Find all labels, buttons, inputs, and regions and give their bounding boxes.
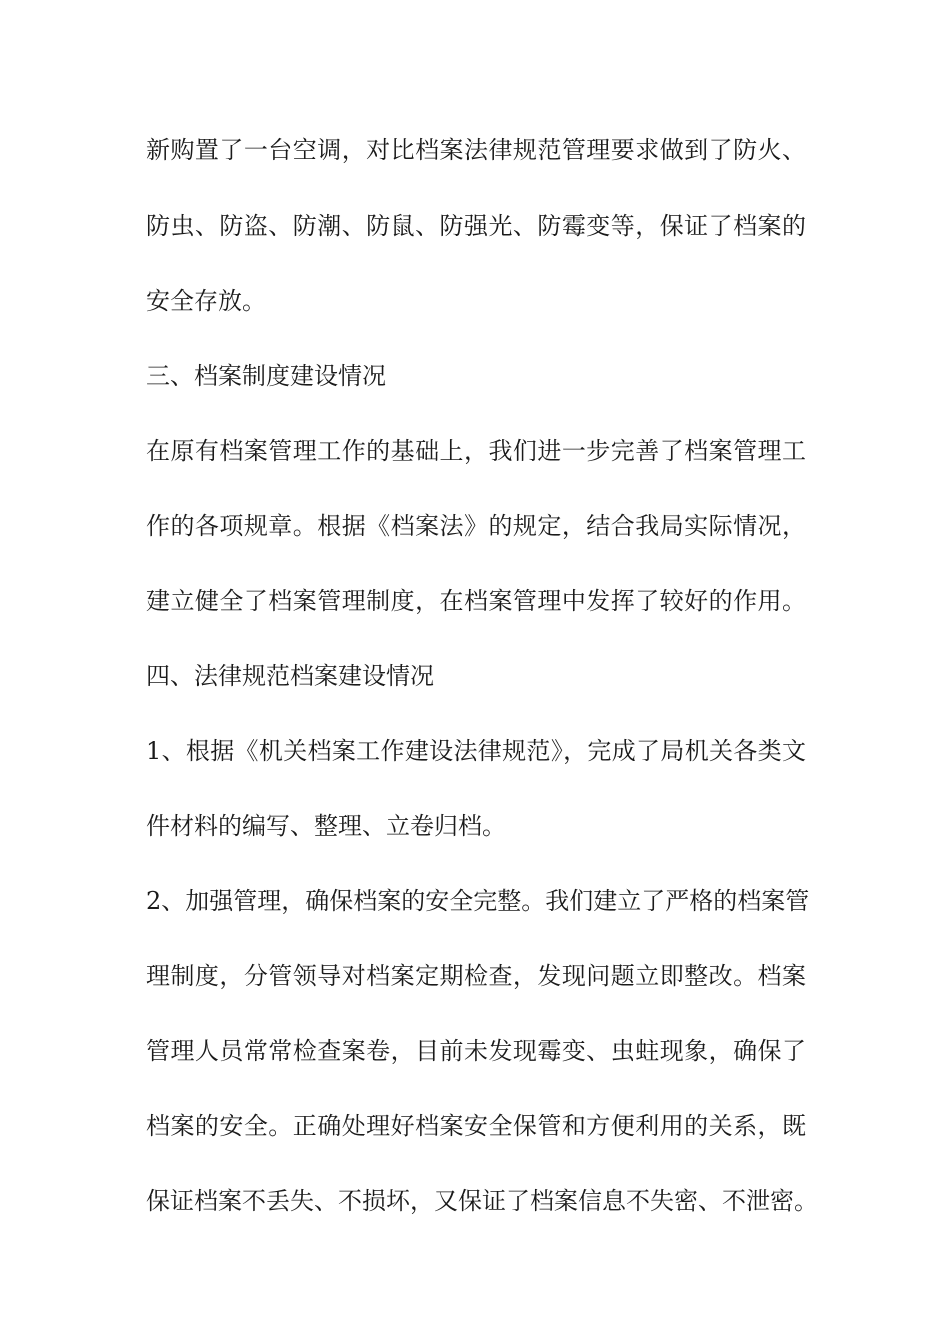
paragraph-line: 管理人员常常检查案卷，目前未发现霉变、虫蛀现象，确保了 [146,1037,806,1065]
section-heading: 四、法律规范档案建设情况 [146,662,434,690]
paragraph-line: 保证档案不丢失、不损坏，又保证了档案信息不失密、不泄密。 [146,1187,818,1215]
paragraph-line: 理制度，分管领导对档案定期检查，发现问题立即整改。档案 [146,962,806,990]
section-heading: 三、档案制度建设情况 [146,362,386,390]
paragraph-line: 新购置了一台空调，对比档案法律规范管理要求做到了防火、 [146,136,806,164]
paragraph-line: 档案的安全。正确处理好档案安全保管和方便利用的关系，既 [146,1112,806,1140]
paragraph-line: 防虫、防盗、防潮、防鼠、防强光、防霉变等，保证了档案的 [146,212,806,240]
paragraph-line: 在原有档案管理工作的基础上，我们进一步完善了档案管理工 [146,437,806,465]
paragraph-line: 1、根据《机关档案工作建设法律规范》，完成了局机关各类文 [146,737,806,765]
paragraph-line: 建立健全了档案管理制度，在档案管理中发挥了较好的作用。 [146,587,806,615]
paragraph-line: 作的各项规章。根据《档案法》的规定，结合我局实际情况， [146,512,806,540]
paragraph-line: 安全存放。 [146,287,266,315]
paragraph-line: 件材料的编写、整理、立卷归档。 [146,812,506,840]
paragraph-line: 2、加强管理，确保档案的安全完整。我们建立了严格的档案管 [146,887,810,915]
